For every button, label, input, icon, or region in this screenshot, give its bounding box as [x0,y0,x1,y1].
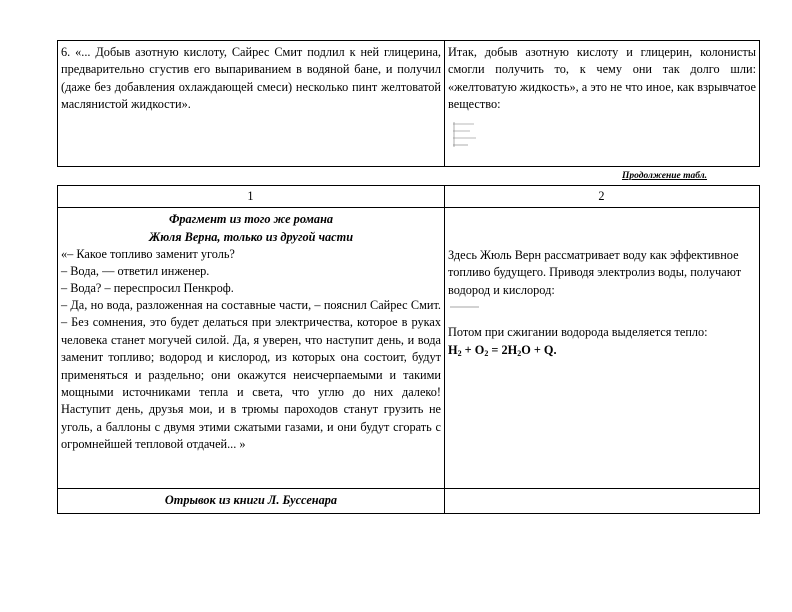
dialogue-line-2: – Вода, — ответил инженер. [61,264,210,278]
dialogue-paragraph: – Да, но вода, разложенная на составные части, – пояснил Сайрес Смит. – Без сомнения, это будет делаться при электричества, которое в руках человека станет могучей силой. Да, я уверен, что наступит день, и вода заменит топливо; водород и кислород, из которых она состоит, будут применяться и раздельно; они окажутся неисчерпаемыми и такими мощными источниками тепла и света, что углю до них далеко! Наступит день, друзья мои, и в трюмы пароходов станут грузить не уголь, а баллоны с двумя этими сжатыми газами, и они будут сгорать с огромнейшей тепловой отдачей... » [61,298,441,452]
main-table-border-right [759,185,760,514]
top-left-cell-text: 6. «... Добыв азотную кислоту, Сайрес Смит подлил к ней глицерина, предварительно сгустив его выпариванием в водяной бане, и получил (даже без добавления охлаждающей смеси) несколько пинт желтоватой маслянистой жидкости». [61,45,441,112]
electrolysis-explanation: Здесь Жюль Верн рассматривает воду как эффективное топливо будущего. Приводя электролиз воды, получают водород и кислород: [448,248,742,297]
fragment-title-line-2: Жюля Верна, только из другой части [148,230,354,244]
main-table-border-bottom [57,513,760,514]
electrolysis-formula-image [449,297,483,303]
dialogue-line-1: «– Какое топливо заменит уголь? [61,247,235,261]
main-table-divider [444,185,445,514]
column-header-1: 1 [247,189,254,203]
top-table-border-right [759,40,760,167]
fragment-title-line-1: Фрагмент из того же романа [168,212,334,226]
main-table-border-left [57,185,58,514]
top-table-border-left [57,40,58,167]
continuation-label: Продолжение табл. [622,171,708,181]
column-header-2: 2 [598,189,605,203]
bussenard-excerpt-title: Отрывок из книги Л. Буссенара [164,493,338,507]
top-table-border-top [57,40,760,41]
main-table-border-top [57,185,760,186]
combustion-explanation: Потом при сжигании водорода выделяется тепло: [448,325,708,339]
header-row-separator [57,207,760,208]
top-right-cell-text: Итак, добыв азотную кислоту и глицерин, колонисты смогли получить то, к чему они так долго шли: «желтоватую жидкость», а это не что иное, как взрывчатое вещество: [448,45,756,112]
hydrogen-combustion-formula: $H_2 + O_2 = 2H_2O + Q$. [448,343,557,358]
top-table-divider [444,40,445,167]
dialogue-line-3: – Вода? – переспросил Пенкроф. [61,281,234,295]
nitroglycerin-formula-image [452,121,482,149]
top-table-border-bottom [57,166,760,167]
row-separator [57,488,760,489]
